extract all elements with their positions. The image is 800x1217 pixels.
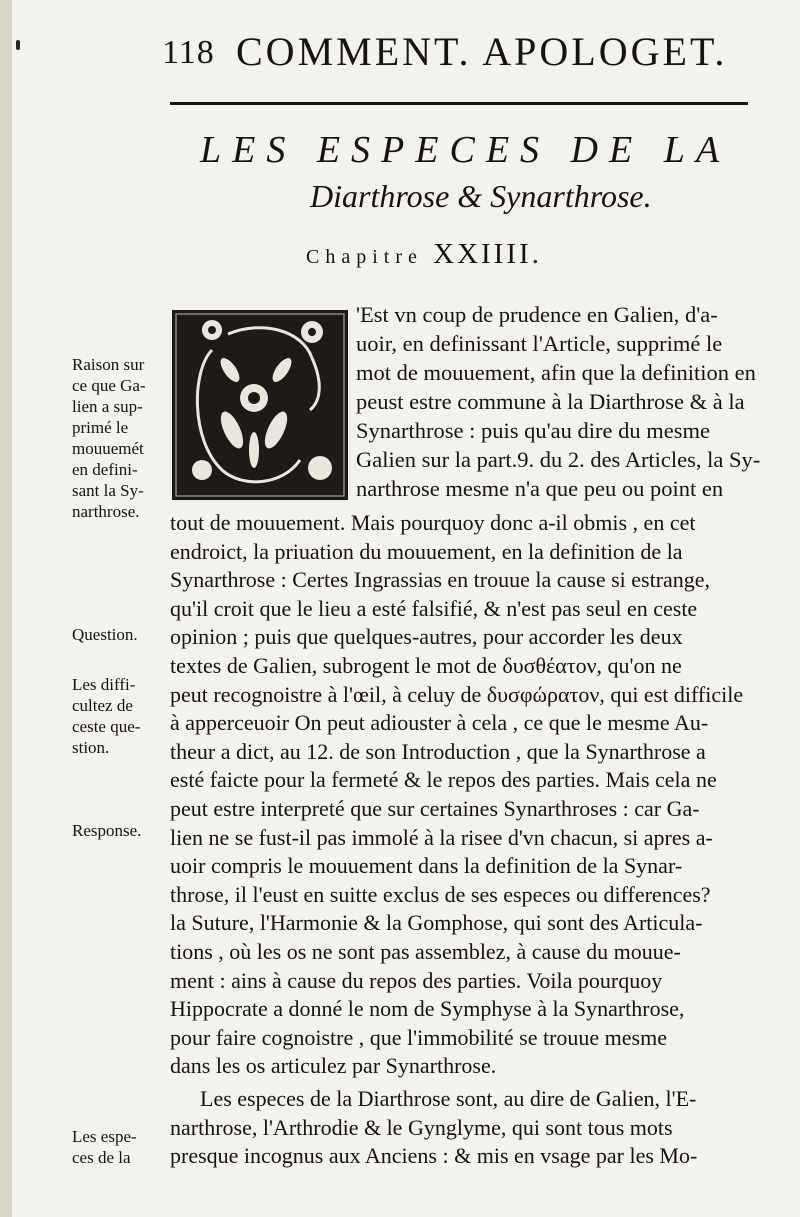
- margin-note-line: stion.: [72, 738, 110, 757]
- running-title: COMMENT. APOLOGET.: [236, 29, 728, 74]
- chapter-number: XXIIII.: [433, 238, 542, 270]
- body-line: mot de mouuement, afin que la definition en: [356, 360, 756, 385]
- body-line: uoir, en definissant l'Article, supprimé le: [356, 331, 723, 356]
- body-line: Synarthrose : puis qu'au dire du mesme: [356, 418, 710, 443]
- running-head: [0, 28, 800, 78]
- body-line: tout de mouuement. Mais pourquoy donc a-il obmis , en cet: [170, 510, 696, 535]
- margin-note-line: narthrose.: [72, 502, 140, 521]
- chapter-title-line-1: LES ESPECES DE LA: [200, 129, 731, 171]
- margin-note-line: Les diffi-: [72, 675, 136, 694]
- margin-note: [72, 624, 138, 645]
- body-line: narthrose mesme n'a que peu ou point en: [356, 476, 724, 501]
- body-line: presque incognus aux Anciens : & mis en vsage par les Mo-: [170, 1143, 698, 1169]
- margin-note-line: ceste que-: [72, 717, 141, 736]
- margin-note: [72, 820, 141, 841]
- ornamental-initial-icon: [172, 310, 348, 500]
- margin-note-line: primé le: [72, 418, 129, 437]
- margin-note-line: Question.: [72, 625, 138, 644]
- header-rule: [170, 102, 748, 105]
- margin-note: [72, 1126, 137, 1168]
- body-line: narthrose, l'Arthrodie & le Gynglyme, qui sont tous mots: [170, 1114, 673, 1140]
- body-line: 'Est vn coup de prudence en Galien, d'a-: [356, 302, 718, 327]
- body-line: esté faicte pour la fermeté & le repos des parties. Mais cela ne: [170, 767, 717, 793]
- body-line: Les especes de la Diarthrose sont, au dire de Galien, l'E-: [200, 1086, 697, 1111]
- margin-note-line: lien a sup-: [72, 397, 143, 416]
- body-line: la Suture, l'Harmonie & la Gomphose, qui sont des Articula-: [170, 910, 703, 936]
- body-line: pour faire cognoistre , que l'immobilité se trouue mesme: [170, 1024, 667, 1050]
- body-line: Hippocrate a donné le nom de Symphyse à la Synarthrose,: [170, 996, 685, 1022]
- body-line: ment : ains à cause du repos des parties. Voila pourquoy: [170, 967, 663, 993]
- body-line: qu'il croit que le lieu a esté falsifié, & n'est pas seul en ceste: [170, 595, 698, 621]
- body-line: opinion ; puis que quelques-autres, pour accorder les deux: [170, 624, 683, 650]
- body-line: tions , où les os ne sont pas assemblez, à cause du mouue-: [170, 939, 681, 964]
- margin-note-line: cultez de: [72, 696, 133, 715]
- body-line: lien ne se fust-il pas immolé à la risee d'vn chacun, si apres a-: [170, 824, 713, 850]
- chapter-label: Chapitre: [306, 246, 423, 268]
- chapter-title-line-2: Diarthrose & Synarthrose.: [310, 178, 652, 214]
- margin-note-line: Raison sur: [72, 355, 145, 374]
- margin-note-line: Response.: [72, 821, 142, 840]
- margin-note: [72, 354, 146, 522]
- body-line: uoir compris le mouuement dans la definition de la Synar-: [170, 853, 683, 879]
- body-line: peut estre interpreté que sur certaines Synarthroses : car Ga-: [170, 796, 700, 821]
- page-number: 118: [162, 34, 215, 71]
- chapter-heading: [306, 238, 542, 271]
- margin-note-line: en defini-: [72, 460, 138, 479]
- body-line: peust estre commune à la Diarthrose & à la: [356, 389, 745, 414]
- body-line: peut recognoistre à l'œil, à celuy de δυσφώρατον, qui est difficile: [170, 681, 744, 707]
- body-line: textes de Galien, subrogent le mot de δυσθέατον, qu'on ne: [170, 653, 682, 678]
- body-line: Synarthrose : Certes Ingrassias en trouue la cause si estrange,: [170, 567, 711, 593]
- body-line: theur a dict, au 12. de son Introduction , que la Synarthrose a: [170, 738, 706, 764]
- body-line: throse, il l'eust en suitte exclus de ses especes ou differences?: [170, 881, 711, 907]
- margin-note: [72, 674, 140, 758]
- margin-note-line: ces de la: [72, 1148, 131, 1167]
- margin-note-line: ce que Ga-: [72, 376, 146, 395]
- body-line: Galien sur la part.9. du 2. des Articles, la Sy-: [356, 447, 761, 472]
- margin-note-line: Les espe-: [72, 1127, 137, 1146]
- body-line: à apperceuoir On peut adiouster à cela , ce que le mesme Au-: [170, 710, 709, 736]
- body-line: endroict, la priuation du mouuement, en la definition de la: [170, 538, 683, 564]
- body-line: dans les os articulez par Synarthrose.: [170, 1053, 497, 1079]
- margin-note-line: sant la Sy-: [72, 481, 144, 500]
- margin-note-line: mouuemét: [72, 439, 144, 458]
